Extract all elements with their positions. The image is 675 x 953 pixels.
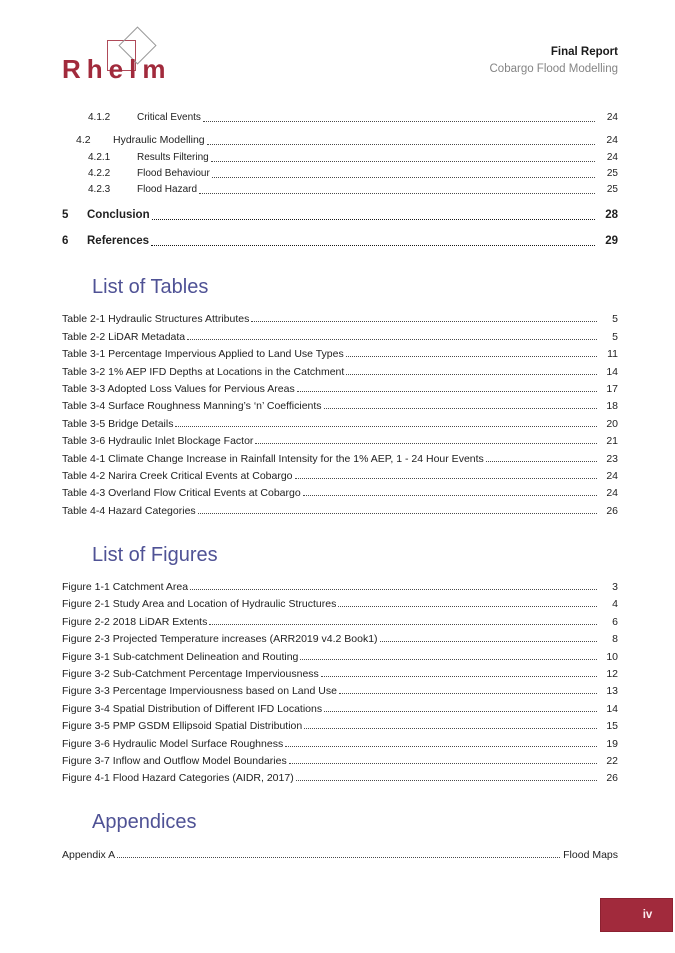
table-list-entry-page: 24: [606, 469, 618, 482]
appendix-entry-title: Appendix A: [62, 848, 116, 861]
toc-entry-title: Hydraulic Modelling: [113, 134, 205, 146]
figure-list-entry-title: Figure 3-5 PMP GSDM Ellipsoid Spatial Distribution: [62, 720, 303, 733]
table-list-entry-title: Table 3-2 1% AEP IFD Depths at Locations in the Catchment: [62, 365, 345, 378]
figure-list-entry: [62, 645, 618, 662]
page-number-badge: [600, 898, 673, 932]
dot-leader: [303, 494, 597, 496]
page-header: [60, 28, 618, 88]
report-type: Final Report: [550, 46, 618, 58]
figure-list-entry-page: 3: [612, 581, 618, 594]
figure-list-entry-title: Figure 3-2 Sub-Catchment Percentage Imperviousness: [62, 668, 319, 681]
toc-entry-number: 4.2: [76, 134, 91, 146]
table-list-entry: [62, 465, 618, 482]
toc-entry-number: 5: [62, 209, 69, 221]
toc-entry-title: Conclusion: [87, 209, 150, 221]
figure-list-entry-page: 19: [606, 737, 618, 750]
table-list-entry-title: Table 3-3 Adopted Loss Values for Pervious Areas: [62, 382, 295, 395]
table-list-entry: [62, 499, 618, 516]
table-list-entry-page: 11: [607, 348, 618, 361]
figure-list-entry: [62, 593, 618, 610]
dot-leader: [255, 442, 597, 444]
table-list-entry: [62, 412, 618, 429]
appendix-entry-page: Flood Maps: [563, 848, 618, 861]
table-of-contents: [62, 110, 618, 249]
dot-leader: [346, 373, 597, 375]
table-list-entry-page: 5: [612, 313, 618, 326]
dot-leader: [251, 320, 597, 322]
figure-list-entry: [62, 715, 618, 732]
dot-leader: [211, 160, 595, 162]
table-list-entry: [62, 482, 618, 499]
dot-leader: [297, 390, 597, 392]
toc-entry-page: 28: [605, 209, 618, 221]
figure-list-entry-page: 8: [612, 633, 618, 646]
toc-entry-page: 25: [606, 168, 618, 179]
toc-entry-title: References: [87, 235, 150, 247]
table-list-entry-title: Table 3-1 Percentage Impervious Applied to Land Use Types: [62, 348, 344, 361]
figure-list-entry-title: Figure 1-1 Catchment Area: [62, 581, 189, 594]
table-list-entry: [62, 343, 618, 360]
table-list-entry-title: Table 4-4 Hazard Categories: [62, 504, 196, 517]
figure-list-entry-page: 15: [606, 720, 618, 733]
appendices-list: [62, 843, 618, 860]
table-list-entry-page: 17: [606, 382, 618, 395]
toc-entry-page: 24: [606, 112, 618, 123]
dot-leader: [324, 710, 597, 712]
table-list-entry-page: 23: [606, 452, 618, 465]
dot-leader: [117, 856, 560, 858]
figure-list-entry-page: 4: [612, 598, 618, 611]
figure-list-entry-title: Figure 3-3 Percentage Imperviousness based on Land Use: [62, 685, 337, 698]
toc-entry: [62, 110, 618, 125]
toc-entry-page: 25: [606, 184, 618, 195]
dot-leader: [175, 425, 597, 427]
figure-list-entry-page: 26: [606, 772, 618, 785]
dot-leader: [190, 588, 597, 590]
table-list-entry-page: 26: [606, 504, 618, 517]
figure-list-entry-title: Figure 3-1 Sub-catchment Delineation and Routing: [62, 650, 299, 663]
figure-list-entry: [62, 697, 618, 714]
list-of-tables: [62, 308, 618, 517]
dot-leader: [187, 338, 597, 340]
toc-entry-title: Critical Events: [137, 112, 201, 123]
dot-leader: [199, 192, 595, 194]
dot-leader: [339, 692, 597, 694]
figure-list-entry-title: Figure 3-7 Inflow and Outflow Model Boundaries: [62, 754, 287, 767]
dot-leader: [296, 779, 597, 781]
toc-entry-page: 24: [606, 152, 618, 163]
toc-entry-title: Flood Behaviour: [137, 168, 210, 179]
toc-entry-page: 24: [606, 134, 618, 146]
toc-entry: [62, 132, 618, 148]
figure-list-entry-page: 12: [606, 668, 618, 681]
table-list-entry-title: Table 3-4 Surface Roughness Manning’s ‘n’ Coefficients: [62, 400, 322, 413]
page-number: iv: [642, 909, 653, 921]
figure-list-entry-title: Figure 3-4 Spatial Distribution of Different IFD Locations: [62, 702, 323, 715]
figure-list-entry-title: Figure 3-6 Hydraulic Model Surface Roughness: [62, 737, 284, 750]
toc-entry-title: Flood Hazard: [137, 184, 198, 195]
list-of-figures-heading: List of Figures: [92, 543, 218, 566]
dot-leader: [198, 512, 597, 514]
table-list-entry: [62, 395, 618, 412]
figure-list-entry: [62, 767, 618, 784]
figure-list-entry: [62, 680, 618, 697]
report-title: Cobargo Flood Modelling: [489, 63, 618, 75]
toc-entry: [62, 166, 618, 181]
dot-leader: [295, 477, 597, 479]
figure-list-entry-page: 14: [606, 702, 618, 715]
table-list-entry-page: 21: [606, 435, 618, 448]
dot-leader: [152, 218, 595, 220]
table-list-entry: [62, 360, 618, 377]
figure-list-entry-title: Figure 2-3 Projected Temperature increases (ARR2019 v4.2 Book1): [62, 633, 378, 646]
toc-entry-title: Results Filtering: [137, 152, 209, 163]
figure-list-entry-page: 10: [606, 650, 618, 663]
table-list-entry-title: Table 3-5 Bridge Details: [62, 417, 174, 430]
appendices-heading: Appendices: [92, 811, 197, 834]
logo-text: Rhelm: [62, 54, 172, 84]
dot-leader: [321, 675, 597, 677]
figure-list-entry-page: 6: [612, 615, 618, 628]
appendix-entry: [62, 843, 618, 860]
table-list-entry-page: 24: [606, 487, 618, 500]
table-list-entry: [62, 430, 618, 447]
rhelm-logo: [60, 28, 190, 86]
toc-entry: [62, 182, 618, 197]
figure-list-entry: [62, 750, 618, 767]
dot-leader: [486, 460, 597, 462]
figure-list-entry: [62, 663, 618, 680]
toc-entry-number: 4.2.3: [88, 184, 111, 195]
table-list-entry: [62, 308, 618, 325]
table-list-entry-page: 14: [606, 365, 618, 378]
dot-leader: [304, 727, 597, 729]
table-list-entry-title: Table 4-3 Overland Flow Critical Events at Cobargo: [62, 487, 301, 500]
table-list-entry-title: Table 4-2 Narira Creek Critical Events at Cobargo: [62, 469, 293, 482]
table-list-entry-page: 18: [606, 400, 618, 413]
table-list-entry-page: 20: [606, 417, 618, 430]
figure-list-entry-page: 22: [606, 754, 618, 767]
table-list-entry: [62, 378, 618, 395]
table-list-entry-title: Table 2-1 Hydraulic Structures Attributes: [62, 313, 250, 326]
table-list-entry-page: 5: [612, 330, 618, 343]
dot-leader: [380, 640, 597, 642]
list-of-figures: [62, 576, 618, 785]
dot-leader: [285, 745, 597, 747]
dot-leader: [289, 762, 597, 764]
table-list-entry-title: Table 2-2 LiDAR Metadata: [62, 330, 186, 343]
dot-leader: [300, 658, 597, 660]
figure-list-entry: [62, 628, 618, 645]
figure-list-entry-title: Figure 4-1 Flood Hazard Categories (AIDR, 2017): [62, 772, 294, 785]
figure-list-entry: [62, 610, 618, 627]
figure-list-entry-title: Figure 2-2 2018 LiDAR Extents: [62, 615, 208, 628]
toc-entry: [62, 207, 618, 223]
dot-leader: [346, 355, 597, 357]
list-of-tables-heading: List of Tables: [92, 276, 209, 298]
toc-entry-number: 4.2.1: [88, 152, 111, 163]
dot-leader: [212, 176, 595, 178]
table-list-entry: [62, 325, 618, 342]
document-body: [62, 110, 618, 861]
toc-entry: [62, 150, 618, 165]
dot-leader: [338, 605, 597, 607]
dot-leader: [209, 623, 597, 625]
dot-leader: [203, 120, 595, 122]
figure-list-entry: [62, 732, 618, 749]
header-right: [490, 44, 619, 78]
toc-entry-number: 4.1.2: [88, 112, 111, 123]
toc-entry-page: 29: [605, 235, 618, 247]
figure-list-entry-title: Figure 2-1 Study Area and Location of Hydraulic Structures: [62, 598, 337, 611]
toc-entry-number: 6: [62, 235, 69, 247]
table-list-entry-title: Table 3-6 Hydraulic Inlet Blockage Factor: [62, 435, 254, 448]
dot-leader: [151, 244, 595, 246]
table-list-entry: [62, 447, 618, 464]
figure-list-entry: [62, 576, 618, 593]
dot-leader: [324, 407, 597, 409]
dot-leader: [207, 143, 595, 145]
figure-list-entry-page: 13: [606, 685, 618, 698]
toc-entry: [62, 233, 618, 249]
table-list-entry-title: Table 4-1 Climate Change Increase in Rainfall Intensity for the 1% AEP, 1 - 24 Hour Events: [62, 452, 484, 465]
toc-entry-number: 4.2.2: [88, 168, 111, 179]
